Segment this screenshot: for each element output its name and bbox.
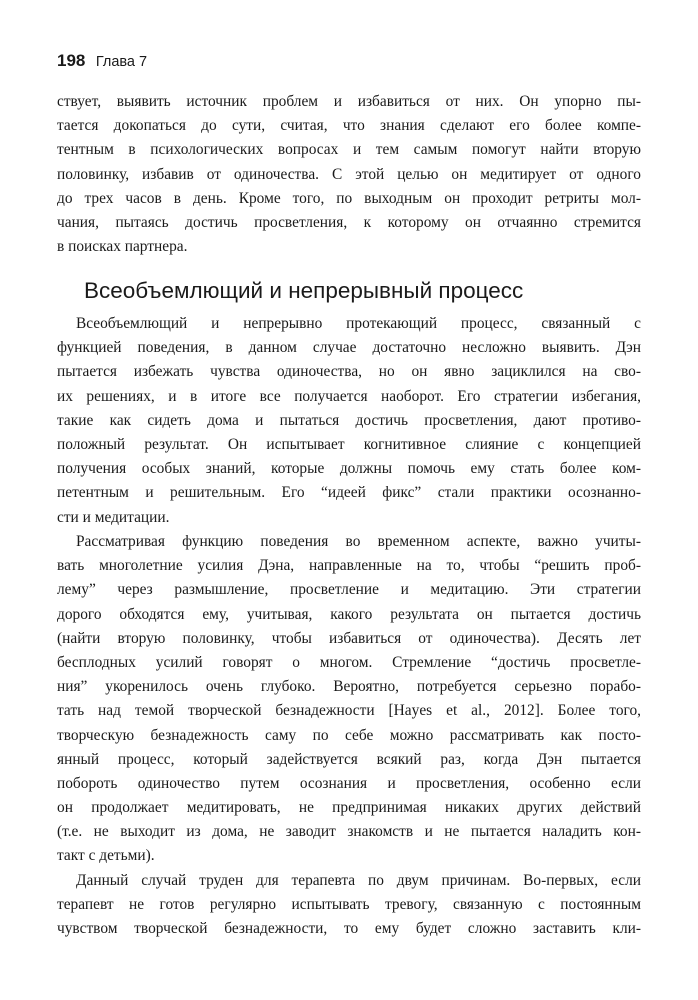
text-line: ствует, выявить источник проблем и избавиться от них. Он упорно пы- bbox=[57, 93, 641, 110]
text-line: чувством творческой безнадежности, то ему будет сложно заставить кли- bbox=[57, 920, 641, 938]
text-line: чания, пытаясь достичь просветления, к которому он отчаянно стремится bbox=[57, 213, 641, 231]
text-line: побороть одиночество путем осознания и просветления, особенно если bbox=[57, 774, 641, 792]
text-line: бесплодных усилий говорят о многом. Стремление “достичь просветле- bbox=[57, 653, 641, 671]
text-line: петентным и решительным. Его “идеей фикс” стали практики осознанно- bbox=[57, 484, 641, 502]
text-line: (т.е. не выходит из дома, не заводит знакомств и не пытается наладить кон- bbox=[57, 823, 641, 841]
text-line: Всеобъемлющий и непрерывно протекающий процесс, связанный с bbox=[76, 315, 641, 332]
text-line: такт с детьми). bbox=[57, 847, 155, 865]
text-line: в поисках партнера. bbox=[57, 238, 188, 256]
text-line: пытается избежать чувства одиночества, но он явно зациклился на сво- bbox=[57, 363, 641, 381]
page-number: 198 bbox=[57, 51, 86, 70]
text-line: тать над темой творческой безнадежности [Hayes et al., 2012]. Более того, bbox=[57, 702, 641, 720]
body-paragraph-2 bbox=[57, 530, 641, 869]
text-line: Данный случай труден для терапевта по двум причинам. Во-первых, если bbox=[76, 872, 641, 889]
chapter-title: Глава 7 bbox=[95, 54, 148, 70]
section-heading: Всеобъемлющий и непрерывный процесс bbox=[84, 278, 524, 303]
text-line: до трех часов в день. Кроме того, по выходным он проходит ретриты мол- bbox=[57, 189, 641, 207]
text-line: вать многолетние усилия Дэна, направленные на то, чтобы “решить проб- bbox=[57, 557, 641, 575]
text-line: он продолжает медитировать, не предпринимая никаких других действий bbox=[57, 799, 641, 817]
body-paragraph-3 bbox=[57, 869, 641, 942]
text-line: дорого обходятся ему, учитывая, какого результата он пытается достичь bbox=[57, 605, 641, 623]
body-paragraph-1 bbox=[57, 312, 641, 530]
text-line: творческую безнадежность саму по себе можно рассматривать как посто- bbox=[57, 726, 641, 744]
text-line: янный процесс, который задействуется всякий раз, когда Дэн пытается bbox=[57, 750, 641, 768]
text-line: тается докопаться до сути, считая, что знания сделают его более компе- bbox=[57, 117, 641, 135]
text-line: половинку, избавив от одиночества. С этой целью он медитирует от одного bbox=[57, 165, 641, 183]
text-line: Рассматривая функцию поведения во временном аспекте, важно учиты- bbox=[76, 533, 641, 550]
text-line: (найти вторую половинку, чтобы избавиться от одиночества). Десять лет bbox=[57, 629, 641, 647]
text-line: их решениях, и в итоге все получается наоборот. Его стратегии избегания, bbox=[57, 387, 641, 405]
running-header bbox=[57, 51, 147, 73]
text-line: функцией поведения, в данном случае достаточно несложно выявить. Дэн bbox=[57, 339, 641, 357]
text-line: лему” через размышление, просветление и медитацию. Эти стратегии bbox=[57, 581, 641, 599]
text-line: получения особых знаний, которые должны помочь ему стать более ком- bbox=[57, 460, 641, 478]
text-line: сти и медитации. bbox=[57, 508, 170, 526]
text-line: терапевт не готов регулярно испытывать тревогу, связанную с постоянным bbox=[57, 896, 641, 914]
intro-paragraph bbox=[57, 90, 641, 259]
text-line: тентным в психологических вопросах и тем самым помогут найти вторую bbox=[57, 141, 641, 159]
text-line: положный результат. Он испытывает когнитивное слияние с концепцией bbox=[57, 435, 641, 453]
text-line: такие как сидеть дома и пытаться достичь просветления, дают противо- bbox=[57, 411, 641, 429]
text-line: ния” укоренилось очень глубоко. Вероятно, потребуется серьезно порабо- bbox=[57, 678, 641, 696]
